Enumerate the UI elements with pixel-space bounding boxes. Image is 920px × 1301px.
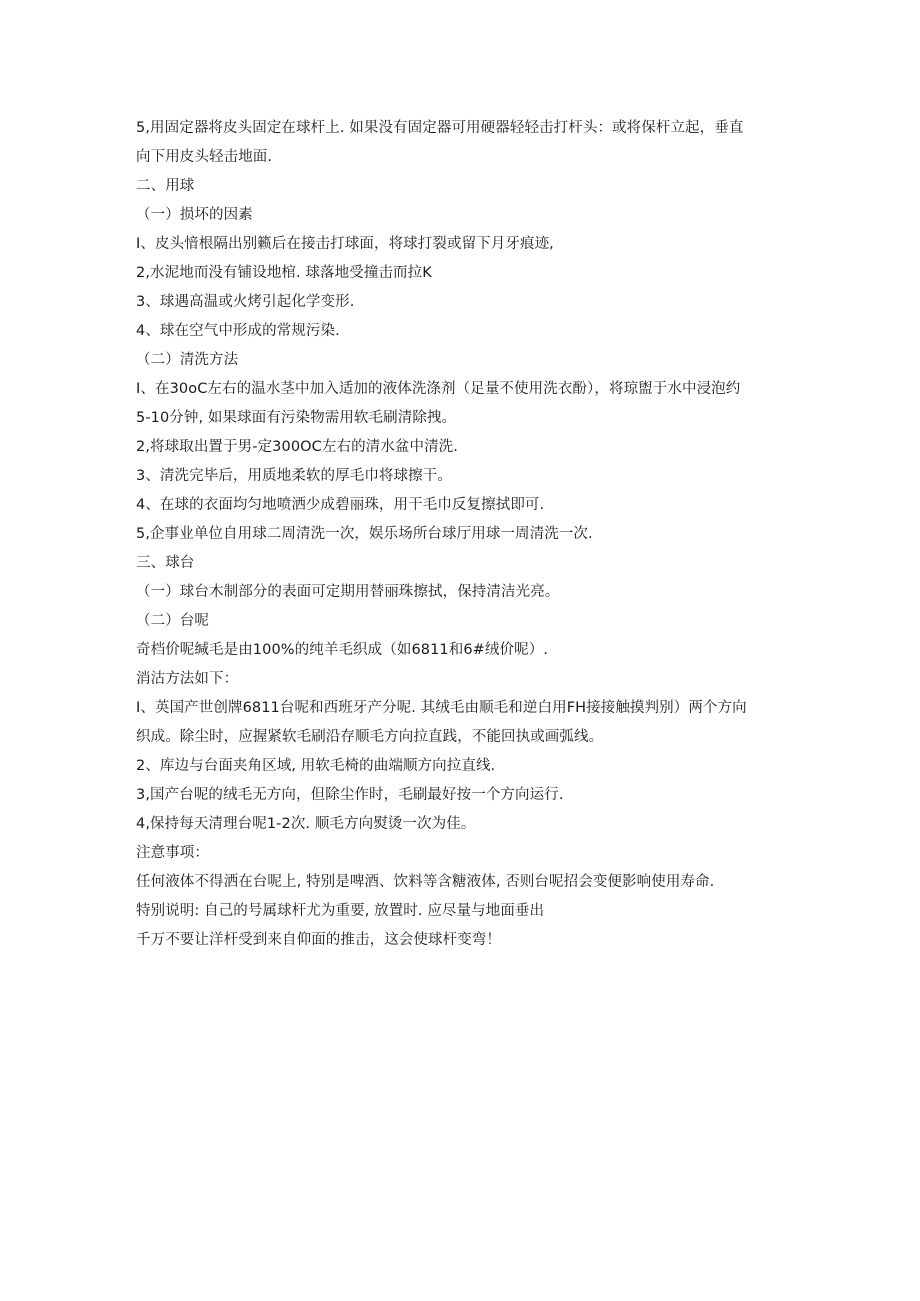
text-line: I、英国产世创牌6811台呢和西班牙产分呢. 其绒毛由顺毛和逆白用FH接接触摸判别）两个方向: [136, 700, 747, 716]
text-line: 5-10分钟, 如果球面有污染物需用软毛刷清除拽。: [136, 410, 457, 426]
text-line: 3,国产台呢的绒毛无方向，但除尘作时，毛刷最好按一个方向运行.: [136, 787, 564, 803]
text-line: 4、在球的衣面均匀地喷洒少成碧丽珠，用干毛巾反复擦拭即可.: [136, 497, 545, 513]
subsection-heading: （一）球台木制部分的表面可定期用替丽珠擦拭，保持清洁光亮。: [136, 584, 560, 600]
text-line: 2,将球取出置于男-定300OC左右的清水盆中清洗.: [136, 439, 458, 455]
subsection-heading: （二）清洗方法: [136, 352, 239, 368]
text-line: 2、库边与台面夹角区域, 用软毛椅的曲端顺方向拉直线.: [136, 758, 496, 774]
text-line: 3、球遇高温或火烤引起化学变形.: [136, 294, 355, 310]
text-line: 向下用皮头轻击地面.: [136, 149, 273, 165]
text-line: 4,保持每天清理台呢1-2次. 顺毛方向熨烫一次为佳。: [136, 816, 476, 832]
text-line: 4、球在空气中形成的常规污染.: [136, 323, 340, 339]
text-line: 5,企事业单位自用球二周清洗一次，娱乐场所台球厅用球一周清洗一次.: [136, 526, 593, 542]
text-line: 5,用固定器将皮头固定在球杆上. 如果没有固定器可用硬器轻轻击打杆头：或将保杆立起，垂直: [136, 120, 744, 136]
document-body: [136, 114, 784, 955]
text-line: I、皮头愔根隔出别籁后在接击打球面，将球打裂或留下月牙痕迹,: [136, 236, 554, 252]
text-line: 任何液体不得洒在台呢上, 特别是啤酒、饮料等含糖液体, 否则台呢招会变便影响使用寿命.: [136, 874, 715, 890]
subsection-heading: （二）台呢: [136, 613, 209, 629]
text-line: 消沽方法如下：: [136, 671, 239, 687]
text-line: 织成。除尘时，应握紧软毛刷沿存顺毛方向拉直践，不能回执或画弧线。: [136, 729, 604, 745]
subsection-heading: （一）损坏的因素: [136, 207, 253, 223]
notes-heading: 注意事项：: [136, 845, 209, 861]
text-line: 2,水泥地而没有铺设地棺. 球落地受撞击而拉K: [136, 265, 432, 281]
section-heading: 二、用球: [136, 178, 195, 194]
text-line: 特别说明: 自己的号属球杆尤为重要, 放置时. 应尽量与地面垂出: [136, 903, 545, 919]
section-heading: 三、球台: [136, 555, 195, 571]
text-line: I、在30oC左右的温水茎中加入适加的液体洗涤剂（足量不使用洗衣酚），将琼盥于水中浸泡约: [136, 381, 741, 397]
text-line: 3、清洗完毕后，用质地柔软的厚毛巾将球擦干。: [136, 468, 452, 484]
text-line: 奇档价呢缄毛是由100%的纯羊毛织成（如6811和6#绒价呢）.: [136, 642, 549, 658]
text-line: 千万不要让洋杆受到来自仰面的推击，这会使球杆变弯！: [136, 932, 501, 948]
